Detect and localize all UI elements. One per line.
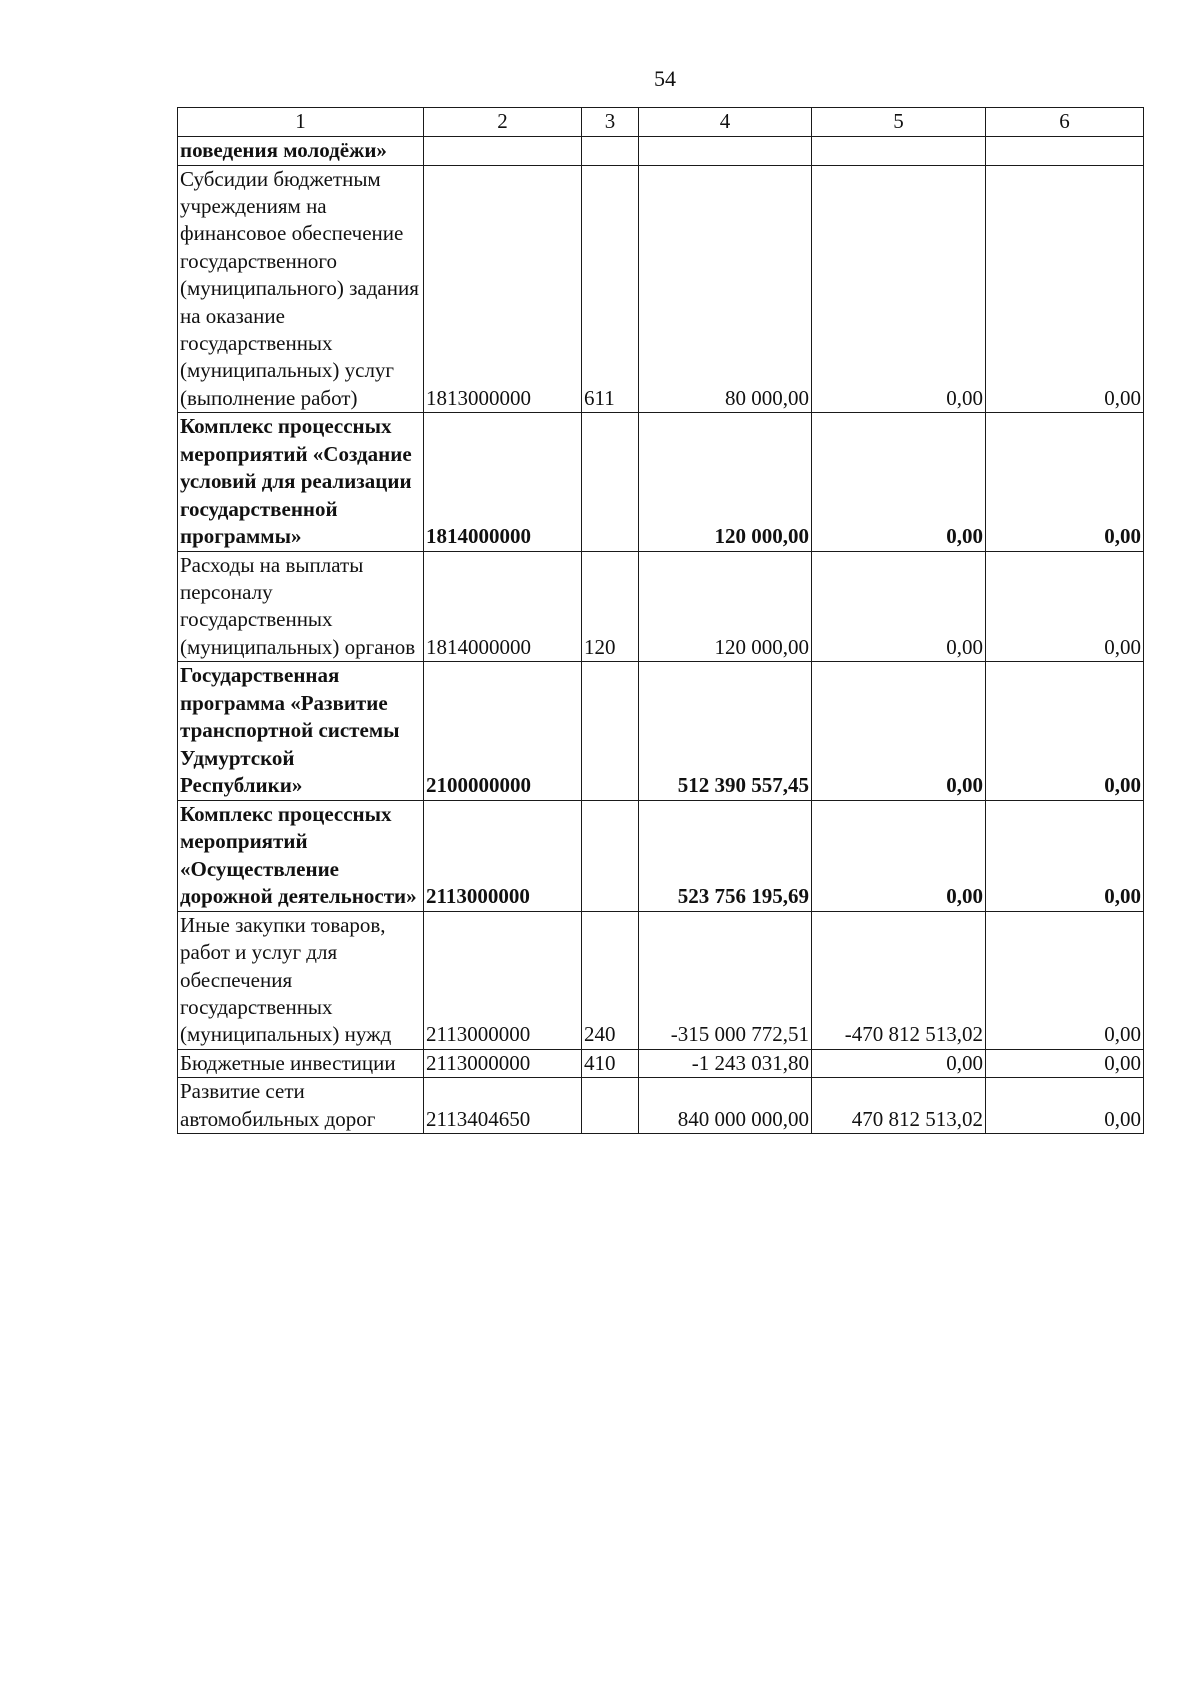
amount-col4-cell: -315 000 772,51 [639, 911, 812, 1049]
target-code-cell: 1814000000 [424, 413, 582, 552]
target-code-cell: 2113000000 [424, 1049, 582, 1077]
amount-col5-cell: 0,00 [812, 800, 986, 911]
expense-type-cell [582, 413, 639, 552]
amount-col5-cell: -470 812 513,02 [812, 911, 986, 1049]
amount-col5-cell [812, 137, 986, 166]
target-code-cell [424, 137, 582, 166]
column-header: 3 [582, 108, 639, 137]
expense-type-cell: 240 [582, 911, 639, 1049]
column-header: 4 [639, 108, 812, 137]
expense-type-cell [582, 800, 639, 911]
amount-col4-cell: -1 243 031,80 [639, 1049, 812, 1077]
amount-col6-cell: 0,00 [986, 551, 1144, 662]
amount-col4-cell: 840 000 000,00 [639, 1078, 812, 1134]
row-name-cell: Расходы на выплаты персоналу государственных (муниципальных) органов [178, 551, 424, 662]
amount-col6-cell: 0,00 [986, 800, 1144, 911]
column-header: 1 [178, 108, 424, 137]
target-code-cell: 2113404650 [424, 1078, 582, 1134]
target-code-cell: 1813000000 [424, 165, 582, 413]
amount-col4-cell: 512 390 557,45 [639, 662, 812, 801]
amount-col4-cell: 120 000,00 [639, 551, 812, 662]
row-name-cell: Государственная программа «Развитие транспортной системы Удмуртской Республики» [178, 662, 424, 801]
amount-col5-cell: 0,00 [812, 662, 986, 801]
row-name-cell: Развитие сети автомобильных дорог [178, 1078, 424, 1134]
target-code-cell: 1814000000 [424, 551, 582, 662]
budget-table [177, 107, 1144, 1134]
amount-col5-cell: 470 812 513,02 [812, 1078, 986, 1134]
table-row [178, 800, 1144, 911]
column-header: 5 [812, 108, 986, 137]
expense-type-cell: 611 [582, 165, 639, 413]
amount-col5-cell: 0,00 [812, 551, 986, 662]
row-name-cell: Комплекс процессных мероприятий «Создание условий для реализации государственной программы» [178, 413, 424, 552]
table-row [178, 1049, 1144, 1077]
amount-col6-cell [986, 137, 1144, 166]
amount-col4-cell: 523 756 195,69 [639, 800, 812, 911]
expense-type-cell: 410 [582, 1049, 639, 1077]
table-row [178, 662, 1144, 801]
row-name-cell: Субсидии бюджетным учреждениям на финансовое обеспечение государственного (муниципального) задания на оказание государственных (муниципальных) услуг (выполнение работ) [178, 165, 424, 413]
expense-type-cell [582, 1078, 639, 1134]
table-header-row [178, 108, 1144, 137]
table-row [178, 165, 1144, 413]
amount-col6-cell: 0,00 [986, 1049, 1144, 1077]
amount-col4-cell [639, 137, 812, 166]
amount-col6-cell: 0,00 [986, 911, 1144, 1049]
expense-type-cell [582, 137, 639, 166]
table-row [178, 551, 1144, 662]
table-row [178, 1078, 1144, 1134]
expense-type-cell: 120 [582, 551, 639, 662]
expense-type-cell [582, 662, 639, 801]
amount-col6-cell: 0,00 [986, 1078, 1144, 1134]
row-name-cell: Бюджетные инвестиции [178, 1049, 424, 1077]
amount-col5-cell: 0,00 [812, 165, 986, 413]
amount-col4-cell: 120 000,00 [639, 413, 812, 552]
target-code-cell: 2100000000 [424, 662, 582, 801]
column-header: 6 [986, 108, 1144, 137]
amount-col4-cell: 80 000,00 [639, 165, 812, 413]
table-row [178, 911, 1144, 1049]
amount-col5-cell: 0,00 [812, 413, 986, 552]
row-name-cell: Иные закупки товаров, работ и услуг для обеспечения государственных (муниципальных) нужд [178, 911, 424, 1049]
table-row [178, 137, 1144, 166]
table-row [178, 413, 1144, 552]
target-code-cell: 2113000000 [424, 800, 582, 911]
amount-col6-cell: 0,00 [986, 662, 1144, 801]
target-code-cell: 2113000000 [424, 911, 582, 1049]
amount-col5-cell: 0,00 [812, 1049, 986, 1077]
row-name-cell: Комплекс процессных мероприятий «Осуществление дорожной деятельности» [178, 800, 424, 911]
amount-col6-cell: 0,00 [986, 413, 1144, 552]
row-name-cell: поведения молодёжи» [178, 137, 424, 166]
column-header: 2 [424, 108, 582, 137]
page-number: 54 [654, 66, 676, 91]
amount-col6-cell: 0,00 [986, 165, 1144, 413]
